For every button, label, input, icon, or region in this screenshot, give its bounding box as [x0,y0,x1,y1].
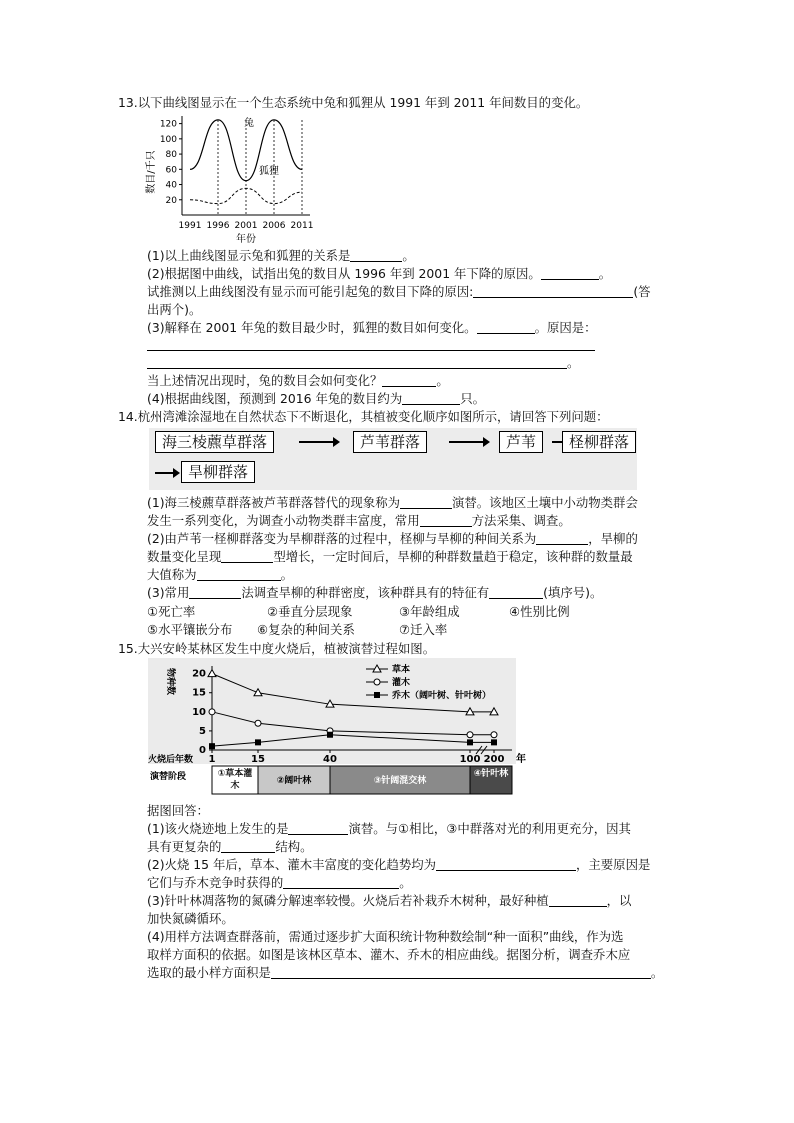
y-tick-label: 100 [159,134,177,145]
q15-sub2b: 它们与乔木竞争时获得的 。 [147,875,412,890]
q14-box-tamarix: 柽柳群落 [562,431,636,453]
x-tick-label: 100 [459,754,481,765]
q13-sub3b: 当上述情况出现时，兔的数目会如何变化？ 。 [147,373,449,388]
q14-options-row1 [147,603,707,620]
tree-data-point [467,739,473,745]
stage-2-label: ②阔叶林 [276,776,312,786]
q13-sub2b: 试推测以上曲线图没有显示而可能引起兔的数目下降的原因: (答 [147,284,651,299]
q15-x-axis-label: 火烧后年数 [148,755,194,765]
q15-sub1b: 具有更复杂的 结构。 [147,839,313,854]
q14-box-sea-scirpus: 海三棱藨草群落 [155,431,274,453]
shrub-data-point [255,720,261,726]
q14-option-5: ⑤水平镶嵌分布 [147,622,233,637]
q14-connector [552,441,562,443]
q14-sub3a: (3)常用 法调查旱柳的种群密度，该种群具有的特征有 (填序号)。 [147,585,603,600]
y-tick-label: 120 [159,119,177,130]
y-tick-label: 20 [192,668,206,680]
q15-sub4a: (4)用样方法调查群落前，需通过逐步扩大面积统计物种数绘制“种一面积”曲线，作为选 [147,929,624,944]
q15-sub1a: (1)该火烧迹地上发生的是 演替。与①相比，③中群落对光的利用更充分，因其 [147,821,631,836]
x-tick-label: 200 [483,754,505,765]
q13-y-axis-label [144,150,157,193]
q14-sub1b: 发生一系列变化，为调查小动物类群丰富度，常用 方法采集、调查。 [147,513,571,528]
y-tick-label: 40 [165,180,177,191]
q13-chart [142,112,322,244]
x-tick-label: 40 [323,754,337,765]
q14-option-4: ④性别比例 [509,604,570,619]
y-tick-label: 60 [165,165,177,176]
q13-stem: 13.以下曲线图显示在一个生态系统中兔和狐狸从 1991 年到 2011 年间数目的变化。 [118,95,589,110]
q14-box-reed: 芦苇群落 [353,431,427,453]
shrub-data-point [209,709,215,715]
arrow-right-icon [483,437,490,447]
stage-4-label: ④针叶林 [473,769,509,779]
q15-stage-label: 演替阶段 [150,772,187,782]
x-tick-label: 1996 [206,221,230,231]
svg-text:物种数: 物种数 [165,668,175,696]
q13-sub3a: (3)解释在 2001 年兔的数目最少时，狐狸的数目如何变化。 。原因是： [147,320,597,335]
x-tick-label: 2006 [262,221,286,231]
y-tick-label: 80 [165,150,177,161]
q14-option-6: ⑥复杂的种间关系 [257,622,355,637]
tree-data-point [491,739,497,745]
y-tick-label: 0 [199,745,206,756]
q15-sub3b: 加快氮磷循环。 [147,911,234,926]
x-tick-label: 15 [251,754,265,765]
q14-option-2: ②垂直分层现象 [267,604,353,619]
q14-sub2c: 大值称为 。 [147,567,293,582]
q14-return-line [155,472,175,474]
q15-x-unit: 年 [516,754,526,765]
q13-sub3-line2: 。 [147,354,707,371]
arrow-right-icon [449,441,485,443]
q14-option-7: ⑦迁入率 [399,622,448,637]
x-tick-label: 1 [208,754,216,765]
legend-shrub: 灌木 [392,678,411,688]
q14-option-1: ①死亡率 [147,604,196,619]
y-tick-label: 20 [165,195,177,206]
q14-sub2a: (2)由芦苇一柽柳群落变为旱柳群落的过程中，柽柳与旱柳的种间关系为 ，旱柳的 [147,531,638,546]
fox-series-label: 狐狸 [259,166,279,177]
q15-sub4b: 取样方面积的依据。如图是该林区草本、灌木、乔木的相应曲线。据图分析，调查乔木应 [147,947,631,962]
tree-data-point [209,743,215,749]
q15-prompt: 据图回答： [147,803,209,818]
stage-3-label: ③针阔混交林 [373,776,427,786]
x-tick-label: 1991 [178,221,202,231]
q13-sub4: (4)根据曲线图，预测到 2016 年兔的数目约为 只。 [147,391,485,406]
rabbit-series-label: 兔 [244,118,254,129]
x-tick-label: 2011 [290,221,314,231]
q14-sub1a: (1)海三棱藨草群落被芦苇群落替代的现象称为 演替。该地区土壤中小动物类群会 [147,495,638,510]
q15-sub2a: (2)火烧 15 年后，草本、灌木丰富度的变化趋势均为 ，主要原因是 [147,857,651,872]
q13-sub1: (1)以上曲线图显示兔和狐狸的关系是 。 [147,248,415,263]
q15-sub3a: (3)针叶林凋落物的氮磷分解速率较慢。火烧后若补栽乔木树种，最好种植 ，以 [147,893,632,908]
x-tick-label: 2001 [234,221,258,231]
legend-herb: 草本 [392,665,411,675]
q13-sub2a: (2)根据图中曲线，试指出兔的数目从 1996 年到 2001 年下降的原因。 。 [147,266,612,281]
y-tick-label: 15 [192,687,206,699]
y-tick-label: 5 [199,725,206,737]
q13-sub2c: 出两个)。 [147,302,202,317]
arrow-right-icon [299,441,335,443]
q14-diagram [149,428,637,490]
q14-sub2b: 数量变化呈现 型增长，一定时间后，旱柳的种群数量趋于稳定，该种群的数量最 [147,549,633,564]
q13-x-axis-label: 年份 [236,234,256,244]
y-tick-label: 10 [192,706,206,718]
q14-box-reed2: 芦苇 [499,431,543,453]
q15-chart [148,658,538,798]
q13-answer-line-1 [147,350,595,351]
stage-1-label: ①草本灌木 [217,769,253,791]
legend-tree: 乔木（阔叶树、针叶树） [392,691,492,701]
arrow-right-icon [333,437,340,447]
q14-box-willow: 旱柳群落 [181,461,255,483]
shrub-data-point [491,732,497,738]
q15-stem: 15.大兴安岭某林区发生中度火烧后，植被演替过程如图。 [118,641,436,656]
tree-data-point [327,732,333,738]
arrow-right-icon [173,468,180,478]
q15-y-axis-label [165,668,177,695]
q14-option-3: ③年龄组成 [399,604,460,619]
q14-stem: 14.杭州湾滩涂湿地在自然状态下不断退化，其植被变化顺序如图所示，请回答下列问题： [118,409,609,424]
q14-options-row2 [147,621,707,638]
svg-text:数目/千只: 数目/千只 [146,150,157,194]
shrub-data-point [467,732,473,738]
q15-sub4c: 选取的最小样方面积是 。 [147,965,664,980]
tree-data-point [255,739,261,745]
